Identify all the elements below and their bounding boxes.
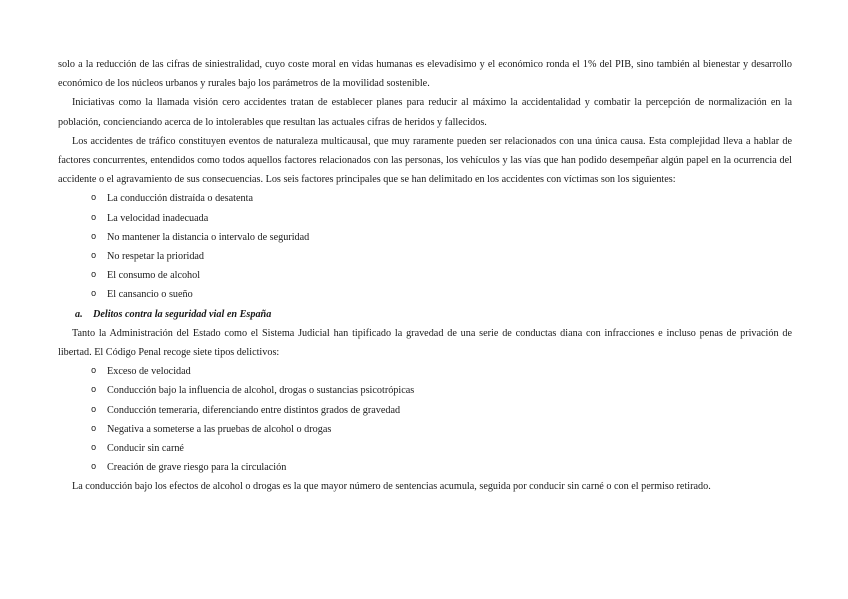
list-item: o El consumo de alcohol [58,266,792,285]
bullet-icon: o [91,385,97,396]
bullet-icon: o [91,462,97,473]
list-item: o No respetar la prioridad [58,247,792,266]
paragraph-mobility: solo a la reducción de las cifras de siniestralidad, cuyo coste moral en vidas humanas es elevadísimo y el económico ronda el 1% del PIB, sino también al bienestar y desarrollo económico de los núcleos urbanos y rurales bajo los parámetros de la movilidad sostenible. [58,59,792,90]
list-item: o La velocidad inadecuada [58,209,792,228]
section-title: Delitos contra la seguridad vial en España [93,308,272,320]
list-item: o Exceso de velocidad [58,362,792,381]
paragraph-multicausal: Los accidentes de tráfico constituyen eventos de naturaleza multicausal, que muy raramente pueden ser relacionados con una única causa. Esta complejidad lleva a hablar de factores concurrentes, entendidos como todos aquellos factores relacionados con las personas, los vehículos y las vías que han podido desempeñar algún papel en la ocurrencia del accidente o el agravamiento de sus consecuencias. Los seis factores principales que se han delimitado en los accidentes con víctimas son los siguientes: [58,135,792,186]
list-item: o Negativa a someterse a las pruebas de alcohol o drogas [58,420,792,439]
bullet-icon: o [91,193,97,204]
list-item: o La conducción distraída o desatenta [58,189,792,208]
list-item: o No mantener la distancia o intervalo de seguridad [58,228,792,247]
list-item: o Conducción temeraria, diferenciando entre distintos grados de gravedad [58,401,792,420]
bullet-icon: o [91,404,97,415]
section-heading [58,305,792,324]
list-item: o El cansancio o sueño [58,285,792,304]
bullet-icon: o [91,251,97,262]
bullet-icon: o [91,366,97,377]
bullet-icon: o [91,231,97,242]
list-item: o Creación de grave riesgo para la circulación [58,458,792,477]
bullet-icon: o [91,289,97,300]
document-page [58,55,792,497]
list-item: o Conducción bajo la influencia de alcohol, drogas o sustancias psicotrópicas [58,381,792,400]
paragraph-vision-zero: Iniciativas como la llamada visión cero accidentes tratan de establecer planes para reducir al máximo la accidentalidad y combatir la percepción de normalización en la población, concienciando acerca de lo intolerables que resultan las actuales cifras de heridos y fallecidos. [58,97,792,128]
section-number: a. [75,308,83,320]
list-item: o Conducir sin carné [58,439,792,458]
offenses-list [58,362,792,477]
paragraph-conclusion: La conducción bajo los efectos de alcohol o drogas es la que mayor número de sentencias acumula, seguida por conducir sin carné o con el permiso retirado. [72,481,711,493]
factors-list [58,189,792,304]
bullet-icon: o [91,423,97,434]
paragraph-penal-code: Tanto la Administración del Estado como el Sistema Judicial han tipificado la gravedad de una serie de conductas diana con infracciones e incluso penas de privación de libertad. El Código Penal recoge siete tipos delictivos: [58,327,792,359]
bullet-icon: o [91,270,97,281]
bullet-icon: o [91,212,97,223]
bullet-icon: o [91,443,97,454]
